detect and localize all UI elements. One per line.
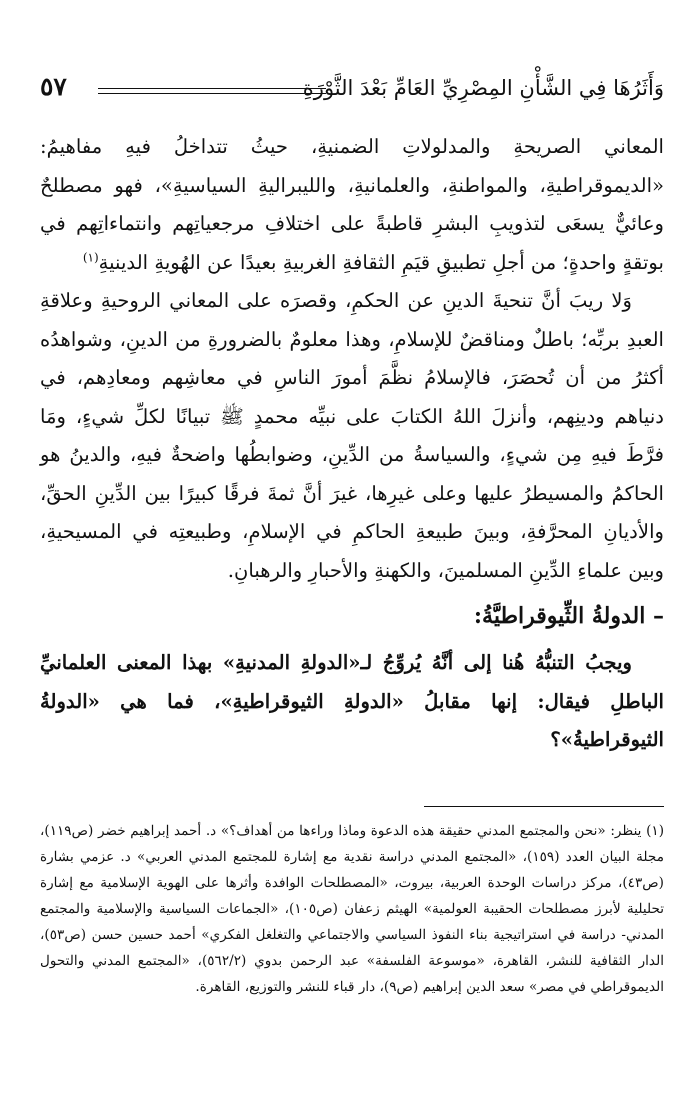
paragraph-3: ويجبُ التنبُّهُ هُنا إلى أنَّهُ يُروِّجُ لـ«الدولةِ المدنيةِ» بهذا المعنى العلمانيِّ الباطلِ فيقال: إنها مقابلُ «الدولةِ الثيوقراطيةِ»، فما هي «الدولةُ الثيوقراطيةُ»؟	[40, 651, 664, 751]
page-header	[40, 72, 664, 112]
footnotes	[40, 818, 664, 1000]
footnote-reference[interactable]: (١)	[82, 249, 99, 264]
section-heading: – الدولةُ الثِّيوقراطيَّةُ:	[473, 603, 664, 629]
paragraph-1	[40, 128, 664, 282]
footnote-1: (١) ينظر: «نحن والمجتمع المدني حقيقة هذه الدعوة وماذا وراءها من أهداف؟» د. أحمد إبراهيم خضر (ص١١٩)، مجلة البيان العدد (١٥٩)، «المجتمع المدني دراسة نقدية مع إشارة للمجتمع المدني العربي» د. عزمي بشارة (ص٤٣)، مركز دراسات الوحدة العربية، بيروت، «المصطلحات الوافدة وأثرها على الهوية الإسلامية مع إشارة تحليلية لأبرز مصطلحات الحقيبة العولمية» الهيثم زعفان (ص١٠٥)، «الجماعات السياسية والإسلامية والمجتمع المدني- دراسة في استراتيجية بناء النفوذ السياسي والاجتماعي والتغلغل الفكري» أحمد حسين حسن (ص٥٣)، الدار الثقافية للنشر، القاهرة، «موسوعة الفلسفة» عبد الرحمن بدوي (٥٦٢/٢)، «المجتمع المدني والتحول الديموقراطي في مصر» سعد الدين إبراهيم (ص٩)، دار قباء للنشر والتوزيع، القاهرة.	[40, 823, 664, 995]
header-rule-top	[98, 88, 326, 89]
page-number: ٥٧	[40, 72, 67, 101]
paragraph-2: وَلا ريبَ أنَّ تنحيةَ الدينِ عن الحكمِ، وقصرَه على المعاني الروحيةِ وعلاقةِ العبدِ بربِّه؛ باطلٌ ومناقضٌ للإسلامِ، وهذا معلومٌ بالضرورةِ من الدينِ، وشواهدُه أكثرُ من أن تُحصَرَ، فالإسلامُ نظَّمَ أمورَ الناسِ في معاشِهم ومعادِهم، في دنياهم ودينِهم، وأنزلَ اللهُ الكتابَ على نبيِّه محمدٍ ﷺ تبيانًا لكلِّ شيءٍ، ومَا فرَّطَ فيهِ مِن شيءٍ، والسياسةُ من الدِّينِ، وضوابطُها واضحةٌ فيهِ، والدينُ هو الحاكمُ والمسيطرُ عليها وعلى غيرِها، غيرَ أنَّ ثمةَ فرقًا كبيرًا بين الدِّينِ الحقِّ، والأديانِ المحرَّفةِ، وبينَ طبيعةِ الحاكمِ في الإسلامِ، وطبيعتِه في المسيحيةِ، وبين علماءِ الدِّينِ المسلمينَ، والكهنةِ والأحبارِ والرهبانِ.	[40, 289, 664, 582]
footnote-separator	[424, 806, 664, 807]
main-text	[40, 128, 664, 760]
running-title: وَأَثَرُهَا فِي الشَّأْنِ المِصْرِيِّ العَامِّ بَعْدَ الثَّوْرَةِ	[302, 76, 664, 100]
paragraph-1-text: المعاني الصريحةِ والمدلولاتِ الضمنيةِ، حيثُ تتداخلُ فيهِ مفاهيمُ: «الديموقراطيةِ، والمواطنةِ، والعلمانيةِ، والليبراليةِ السياسيةِ»، فهو مصطلحٌ وعائيٌّ يسعَى لتذويبِ البشرِ قاطبةً على اختلافِ مرجعياتِهم وانتماءاتِهم في بوتقةٍ واحدةٍ؛ من أجلِ تطبيقِ قيَمِ الثقافةِ الغربيةِ بعيدًا عن الهُويةِ الدينيةِ	[40, 135, 664, 274]
header-rule-bottom	[98, 93, 326, 94]
